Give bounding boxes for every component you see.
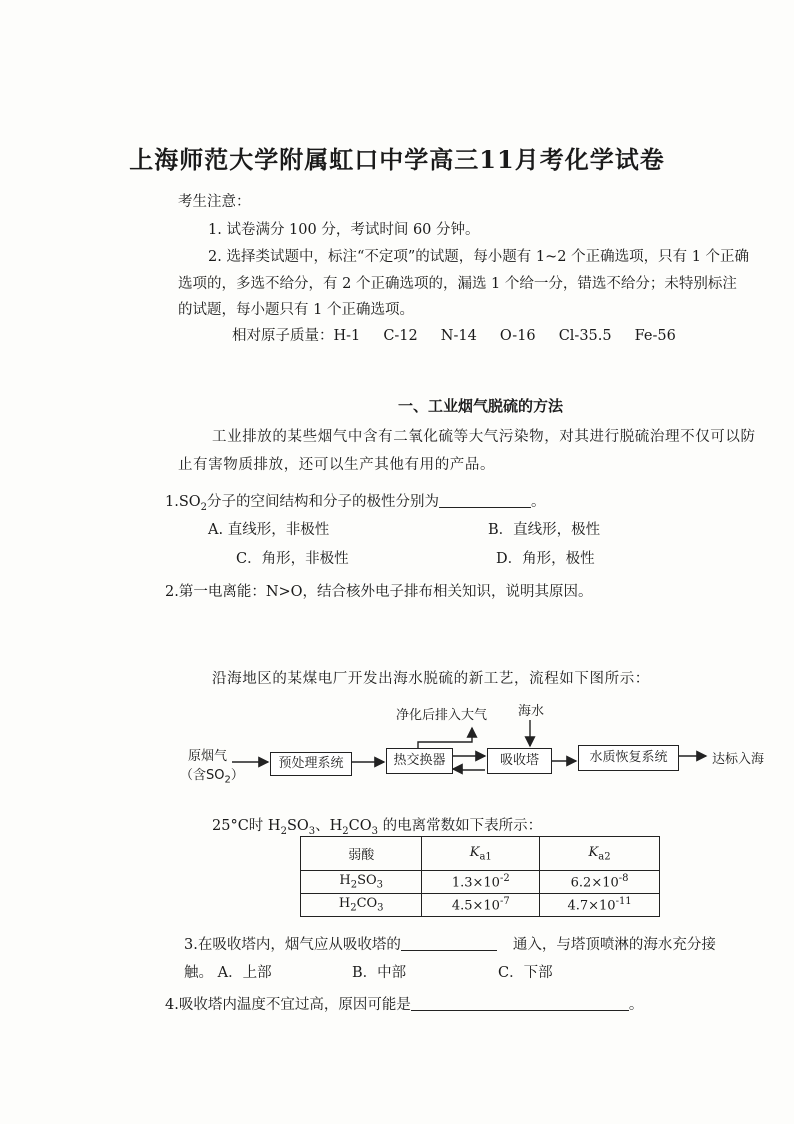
q1-option-d[interactable]: D．角形，极性 — [496, 551, 595, 567]
header-ka2: $K_{a2}$ — [540, 837, 660, 871]
arrow-absorber-to-heatex — [453, 769, 485, 770]
notice-heading: 考生注意： — [178, 194, 251, 210]
seawater-label: 海水 — [518, 704, 545, 719]
question-1: $1.SO_2$分子的空间结构和分子的极性分别为 。 — [165, 494, 546, 513]
section-intro-line1: 工业排放的某些烟气中含有二氧化硫等大气污染物，对其进行脱硫治理不仅可以防 — [212, 429, 756, 445]
notice-item-2-line2: 选项的，多选不给分，有 2 个正确选项的，漏选 1 个给一分，错选不给分；未特别标注 — [178, 276, 737, 292]
water-recovery-system-box: 水质恢复系统 — [578, 745, 679, 771]
atomic-mass-line: 相对原子质量：H-1 C-12 N-14 O-16 Cl-35.5 Fe-56 — [232, 328, 676, 344]
table-row — [301, 871, 660, 894]
exam-title: 上海师范大学附属虹口中学高三11月考化学试卷 — [129, 145, 665, 174]
pretreatment-system-box: 预处理系统 — [270, 752, 352, 776]
q1-option-c[interactable]: C．角形，非极性 — [236, 551, 349, 567]
section-heading: 一、工业烟气脱硫的方法 — [398, 397, 564, 415]
ionization-constants-table — [300, 836, 660, 917]
cell-ka2: $4.7\times 10^{-11}$ — [540, 894, 660, 917]
cell-ka2: $6.2\times 10^{-8}$ — [540, 871, 660, 894]
exhaust-label: 净化后排入大气 — [396, 708, 488, 723]
question-3: 3.在吸收塔内，烟气应从吸收塔的 通入，与塔顶喷淋的海水充分接 — [184, 937, 716, 953]
notice-item-2-line3: 的试题，每小题只有 1 个正确选项。 — [178, 302, 414, 318]
table-header-row — [301, 837, 660, 871]
notice-item-2-line1: 2. 选择类试题中，标注“不定项”的试题，每小题有 1~2 个正确选项，只有 1 个正确 — [208, 249, 750, 265]
q3-option-a[interactable]: 触。 A．上部 — [184, 965, 272, 981]
q3-option-c[interactable]: C．下部 — [498, 965, 553, 981]
cell-ka1: $1.3\times 10^{-2}$ — [422, 871, 540, 894]
q1-option-a[interactable]: A. 直线形，非极性 — [208, 522, 330, 538]
table-row — [301, 894, 660, 917]
feed-label-line2: （含$SO_2$） — [180, 768, 244, 786]
output-label: 达标入海 — [712, 752, 765, 767]
process-intro: 沿海地区的某煤电厂开发出海水脱硫的新工艺，流程如下图所示： — [212, 671, 650, 687]
arrow-heatex-to-exhaust — [418, 728, 472, 748]
question-4: 4.吸收塔内温度不宜过高，原因可能是 。 — [165, 997, 644, 1013]
section-intro-line2: 止有害物质排放，还可以生产其他有用的产品。 — [178, 457, 496, 473]
q3-option-b[interactable]: B．中部 — [352, 965, 407, 981]
feed-label-line1: 原烟气 — [188, 749, 228, 764]
question-2: 2.第一电离能：N>O，结合核外电子排布相关知识，说明其原因。 — [165, 584, 593, 600]
cell-ka1: $4.5\times 10^{-7}$ — [422, 894, 540, 917]
table-caption: 25°C时 $H_2SO_3$、$H_2CO_3$ 的电离常数如下表所示： — [212, 818, 543, 837]
heat-exchanger-box: 热交换器 — [386, 748, 453, 774]
answer-blank[interactable] — [439, 493, 531, 508]
absorber-tower-box: 吸收塔 — [487, 748, 552, 774]
cell-acid: $H_2CO_3$ — [301, 894, 422, 917]
q1-option-b[interactable]: B．直线形，极性 — [488, 522, 601, 538]
notice-item-1: 1. 试卷满分 100 分，考试时间 60 分钟。 — [208, 222, 480, 238]
cell-acid: $H_2SO_3$ — [301, 871, 422, 894]
answer-blank[interactable] — [411, 996, 629, 1011]
answer-blank[interactable] — [401, 936, 497, 951]
header-acid: 弱酸 — [301, 837, 422, 871]
header-ka1: $K_{a1}$ — [422, 837, 540, 871]
